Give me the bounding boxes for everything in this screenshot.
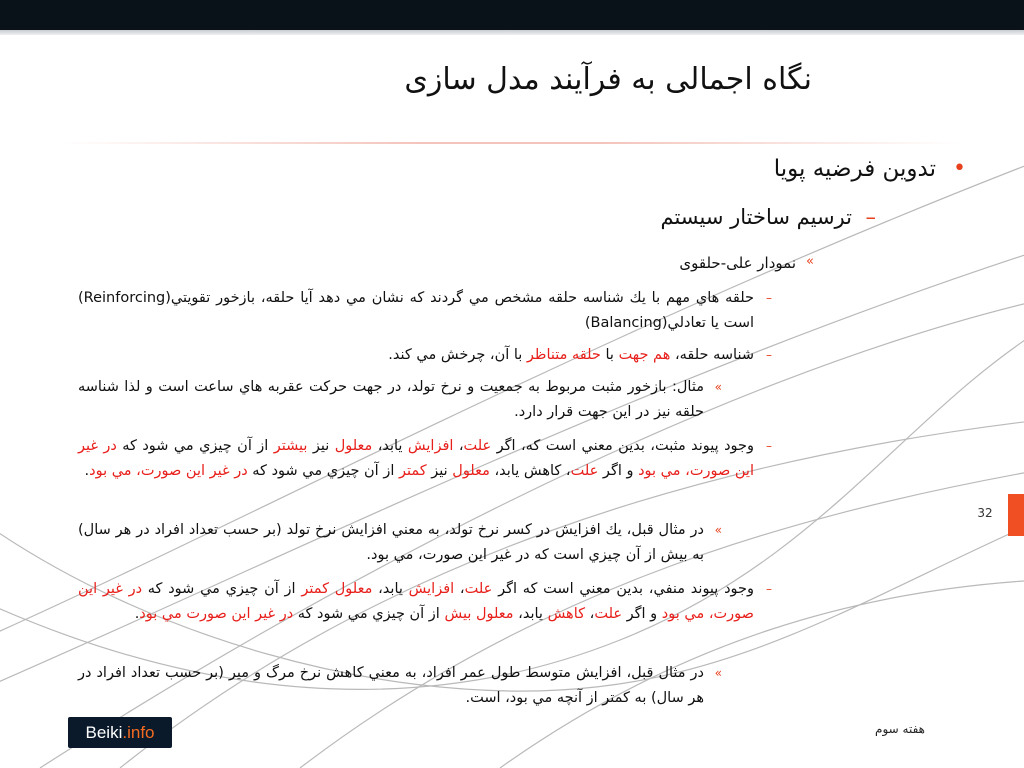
highlight-span: علت: [464, 581, 493, 597]
bullet-level2: [332, 205, 876, 229]
highlight-span: علت: [594, 606, 623, 622]
text-span: نيز: [307, 438, 335, 454]
text-span: يابد،: [372, 581, 409, 597]
highlight-span: معلول بيش: [444, 606, 514, 622]
text-span: ، كاهش يابد،: [489, 463, 571, 479]
highlight-span: كمتر: [398, 463, 427, 479]
paragraph-text: در مثال قبل، افزايش متوسط طول عمر افراد، به معني كاهش نرخ مرگ و مير (بر حسب تعداد افراد در هر سال) به كمتر از آنچه مي بود، است.: [78, 665, 704, 706]
text-span: ،: [585, 606, 595, 622]
highlight-span: افزايش: [408, 581, 455, 597]
bullet-dot-icon: •: [953, 156, 966, 181]
paragraph-example-3: [78, 661, 722, 711]
text-span: .: [84, 463, 90, 479]
text-span: از آن چيزي مي شود كه: [293, 606, 445, 622]
paragraph-text: در مثال قبل، يك افزايش در كسر نرخ تولد، به معني افزايش نرخ تولد (بر حسب تعداد افراد در هر سال) به بيش از آن چيزي است كه در غير اين صورت، مي بود.: [78, 522, 704, 563]
page-number: 32: [977, 506, 993, 520]
dash-icon: –: [766, 439, 772, 453]
text-span: يابد،: [372, 438, 408, 454]
logo-main: Beiki: [85, 723, 123, 742]
paragraph-example-2: [78, 518, 722, 568]
paragraph-text: مثال: بازخور مثبت مربوط به جمعيت و نرخ تولد، در جهت حركت عقربه هاي ساعت است و لذا شناسه حلقه نيز در اين جهت قرار دارد.: [78, 379, 704, 420]
bullet-level3-text: نمودار علی-حلقوی: [679, 254, 796, 272]
text-span: از آن چيزي مي شود كه: [116, 438, 274, 454]
highlight-span: كاهش: [547, 606, 586, 622]
text-span: وجود پيوند منفي، بدين معني است كه اگر: [492, 581, 755, 597]
text-span: ،: [453, 438, 464, 454]
highlight-span: معلول كمتر: [301, 581, 373, 597]
raquo-icon: »: [714, 666, 722, 680]
title-divider: [60, 142, 960, 144]
highlight-span: بيشتر: [273, 438, 308, 454]
text-span: با آن، چرخش مي كند.: [388, 347, 527, 363]
highlight-span: در غير اين صورت، مي بود: [78, 581, 754, 622]
highlight-span: معلول: [452, 463, 490, 479]
footer-week-label: هفته سوم: [875, 722, 925, 736]
text-span: با: [600, 347, 619, 363]
dash-icon: –: [766, 291, 772, 305]
highlight-span: علت: [570, 463, 599, 479]
highlight-span: افزايش: [407, 438, 454, 454]
text-span: از آن چيزي مي شود كه: [247, 463, 399, 479]
highlight-span: در غير اين صورت، مي بود: [89, 463, 248, 479]
text-span: و اگر: [598, 463, 639, 479]
text-span: وجود پيوند مثبت، بدين معني است كه، اگر: [491, 438, 755, 454]
paragraph-text: حلقه هاي مهم با يك شناسه حلقه مشخص مي گردند كه نشان مي دهد آيا حلقه، بازخور تقويتي(Reinforcing) است يا تعادلي(Balancing): [78, 290, 754, 331]
text-span: و اگر: [622, 606, 662, 622]
highlight-span: در غير اين صورت، مي بود: [78, 438, 754, 479]
logo-suffix: .info: [122, 723, 155, 742]
highlight-span: معلول: [334, 438, 373, 454]
highlight-span: علت: [463, 438, 492, 454]
beiki-logo: [68, 717, 172, 748]
highlight-span: در غير اين صورت مي بود: [139, 606, 294, 622]
text-span: نيز: [426, 463, 453, 479]
slide-title: نگاه اجمالی به فرآیند مدل سازی: [404, 62, 812, 97]
raquo-icon: »: [714, 380, 722, 394]
dash-icon: –: [766, 582, 772, 596]
paragraph-positive-link: [78, 434, 772, 484]
bullet-level1-text: تدوین فرضیه پویا: [773, 156, 936, 182]
bullet-level2-text: ترسیم ساختار سیستم: [660, 205, 852, 229]
text-span: از آن چيزي مي شود كه: [142, 581, 302, 597]
text-span: شناسه حلقه،: [670, 347, 754, 363]
text-span: يابد،: [513, 606, 548, 622]
text-span: .: [134, 606, 140, 622]
dash-icon: –: [766, 348, 772, 362]
bullet-level3: [316, 254, 814, 272]
highlight-span: حلقه متناظر: [526, 347, 601, 363]
raquo-icon: »: [714, 523, 722, 537]
paragraph-loop-direction: [78, 343, 772, 368]
text-span: ،: [454, 581, 465, 597]
highlight-span: هم جهت: [618, 347, 671, 363]
raquo-icon: »: [806, 254, 814, 269]
bullet-level1: [336, 156, 966, 182]
paragraph-loop-identifier: [78, 286, 772, 336]
orange-accent-tab: [1008, 494, 1024, 536]
paragraph-negative-link: [78, 577, 772, 627]
dash-icon: –: [865, 205, 876, 229]
paragraph-example-1: [78, 375, 722, 425]
